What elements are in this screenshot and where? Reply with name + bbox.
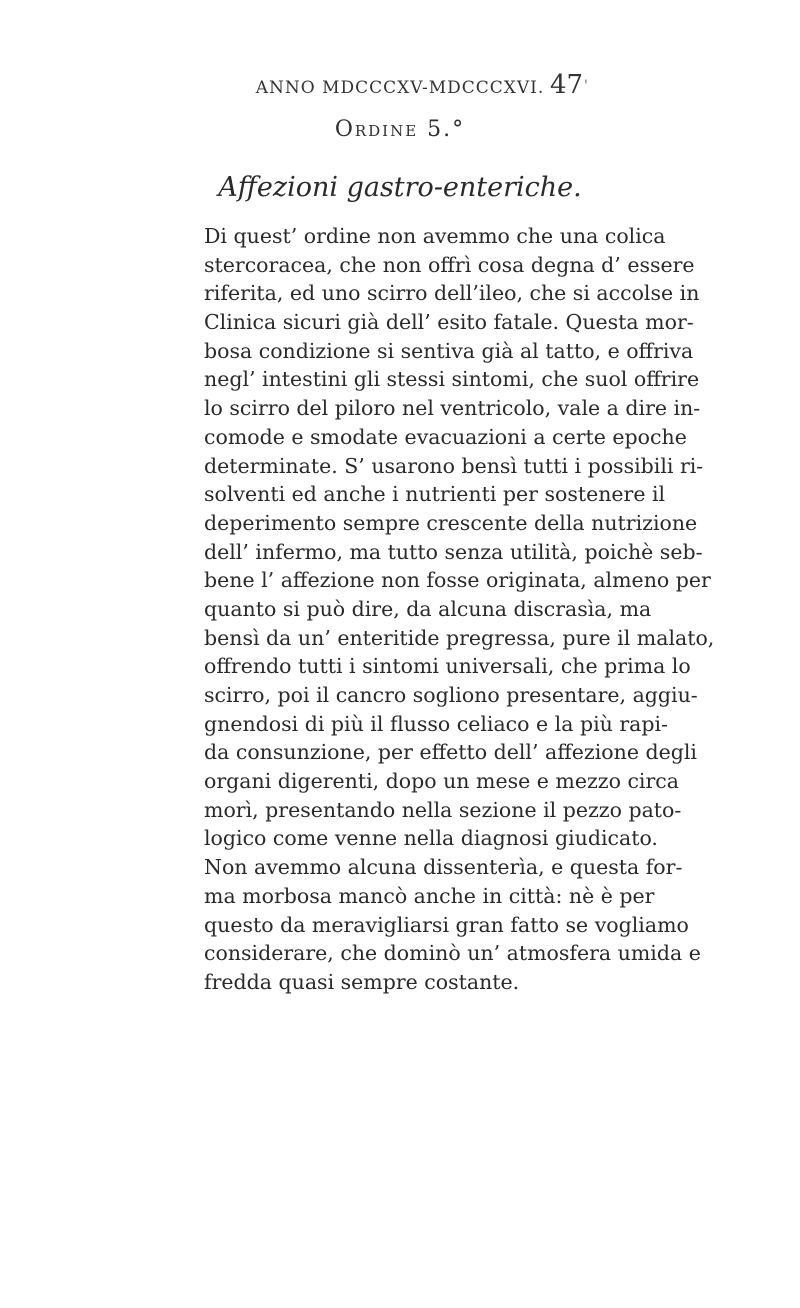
text-line: considerare, che dominò un’ atmosfera umida e <box>204 941 701 966</box>
text-line: lo scirro del piloro nel ventricolo, vale a dire in- <box>204 396 701 421</box>
text-line: questo da meravigliarsi gran fatto se vogliamo <box>204 912 689 937</box>
text-line: Clinica sicuri già dell’ esito fatale. Questa mor- <box>204 310 694 335</box>
text-line: dell’ infermo, ma tutto senza utilità, poichè seb- <box>204 539 703 564</box>
text-line: solventi ed anche i nutrienti per sostenere il <box>204 482 666 507</box>
text-line: bensì da un’ enteritide pregressa, pure il malato, <box>204 625 715 650</box>
text-line: deperimento sempre crescente della nutrizione <box>204 510 698 535</box>
text-line: offrendo tutti i sintomi universali, che prima lo <box>204 654 691 679</box>
text-line: determinate. S’ usarono bensì tutti i possibili ri- <box>204 453 704 478</box>
text-line: comode e smodate evacuazioni a certe epoche <box>204 424 687 449</box>
text-line: bosa condizione si sentiva già al tatto, e offriva <box>204 338 694 363</box>
page-number-mark: ' <box>584 78 588 94</box>
text-line: logico come venne nella diagnosi giudicato. <box>204 826 658 851</box>
running-head: ANNO MDCCCXV-MDCCCXVI. <box>255 78 545 98</box>
text-line: bene l’ affezione non fosse originata, almeno per <box>204 568 711 593</box>
text-line: Di quest’ ordine non avemmo che una colica <box>204 224 666 248</box>
text-line: fredda quasi sempre costante. <box>204 969 520 994</box>
text-line: quanto si può dire, da alcuna discrasìa, ma <box>204 596 652 621</box>
text-line: stercoracea, che non offrì cosa degna d’ essere <box>204 252 695 277</box>
order-heading: Ordine 5.° <box>334 117 466 142</box>
text-line: morì, presentando nella sezione il pezzo pato- <box>204 797 682 822</box>
text-line: Non avemmo alcuna dissenterìa, e questa for- <box>204 855 683 880</box>
text-line: negl’ intestini gli stessi sintomi, che suol offrire <box>204 367 700 392</box>
body-paragraph <box>204 222 715 997</box>
text-line: organi digerenti, dopo un mese e mezzo circa <box>204 769 679 794</box>
text-line: scirro, poi il cancro sogliono presentare, aggiu- <box>204 683 698 707</box>
section-title: Affezioni gastro-enteriche. <box>218 172 582 203</box>
text-line: da consunzione, per effetto dell’ affezione degli <box>204 740 697 765</box>
page-number: 47 <box>550 70 584 100</box>
text-line: ma morbosa mancò anche in città: nè è per <box>204 883 655 908</box>
text-line: riferita, ed uno scirro dell’ileo, che si accolse in <box>204 281 700 306</box>
text-line: gnendosi di più il flusso celiaco e la più rapi- <box>204 711 668 736</box>
